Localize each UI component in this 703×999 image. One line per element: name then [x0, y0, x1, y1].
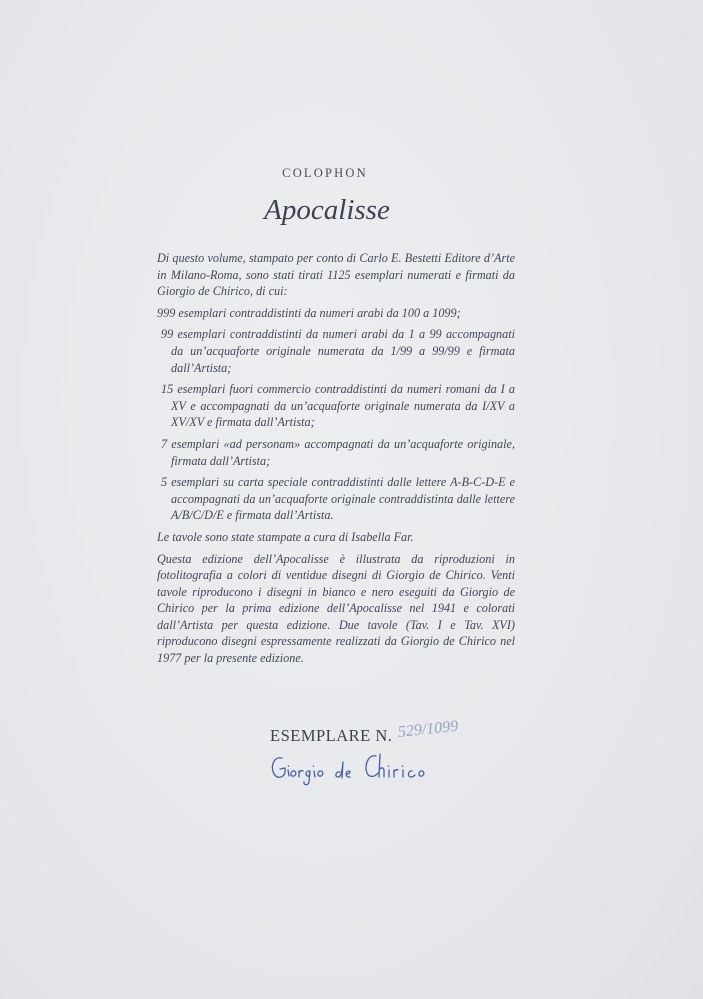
- colophon-heading: COLOPHON: [282, 166, 368, 180]
- edition-item-arabic: 999 esemplari contraddistinti da numeri arabi da 100 a 1099;: [157, 305, 461, 320]
- copy-number-handwritten: 529/1099: [397, 717, 459, 741]
- intro-paragraph: Di questo volume, stampato per conto di Carlo E. Bestetti Editore d’Arte in Milano-Roma, sono stati tirati 1125 esemplari numerati e firmati da Giorgio de Chirico, di cui:: [157, 251, 515, 299]
- book-title: Apocalisse: [264, 194, 390, 226]
- copy-number-label: ESEMPLARE N.: [270, 726, 393, 745]
- edition-description-paragraph: Questa edizione dell’Apocalisse è illustrata da riproduzioni in fotolitografia a colori di ventidue disegni di Giorgio de Chirico. Venti tavole riproducono i disegni in bianco e nero eseguiti da Giorgio de Chirico per la prima edizione dell’Apocalisse nel 1941 e colorati dall’Artista per questa edizione. Due tavole (Tav. I e Tav. XVI) riproducono disegni espressamente realizzati da Giorgio de Chirico nel 1977 per la presente edizione.: [157, 551, 515, 666]
- edition-item-roman: 15 esemplari fuori commercio contraddistinti da numeri romani da I a XV e accompagnati da un’acquaforte originale numerata da I/XV a XV/XV e firmata dall’Artista;: [161, 382, 515, 430]
- edition-item-etching: 99 esemplari contraddistinti da numeri arabi da 1 a 99 accompagnati da un’acquaforte originale numerata da 1/99 a 99/99 e firmata dall’Artista;: [161, 327, 515, 375]
- colophon-body: [157, 250, 515, 672]
- plates-paragraph: Le tavole sono state stampate a cura di Isabella Far.: [157, 529, 414, 544]
- edition-item-ad-personam: 7 esemplari «ad personam» accompagnati da un’acquaforte originale, firmata dall’Artista;: [161, 436, 515, 468]
- edition-item-letters: 5 esemplari su carta speciale contraddistinti dalle lettere A-B-C-D-E e accompagnati da un’acquaforte originale contraddistinta dalle lettere A/B/C/D/E e firmata dall’Artista.: [161, 475, 515, 523]
- signature-image: [268, 748, 436, 788]
